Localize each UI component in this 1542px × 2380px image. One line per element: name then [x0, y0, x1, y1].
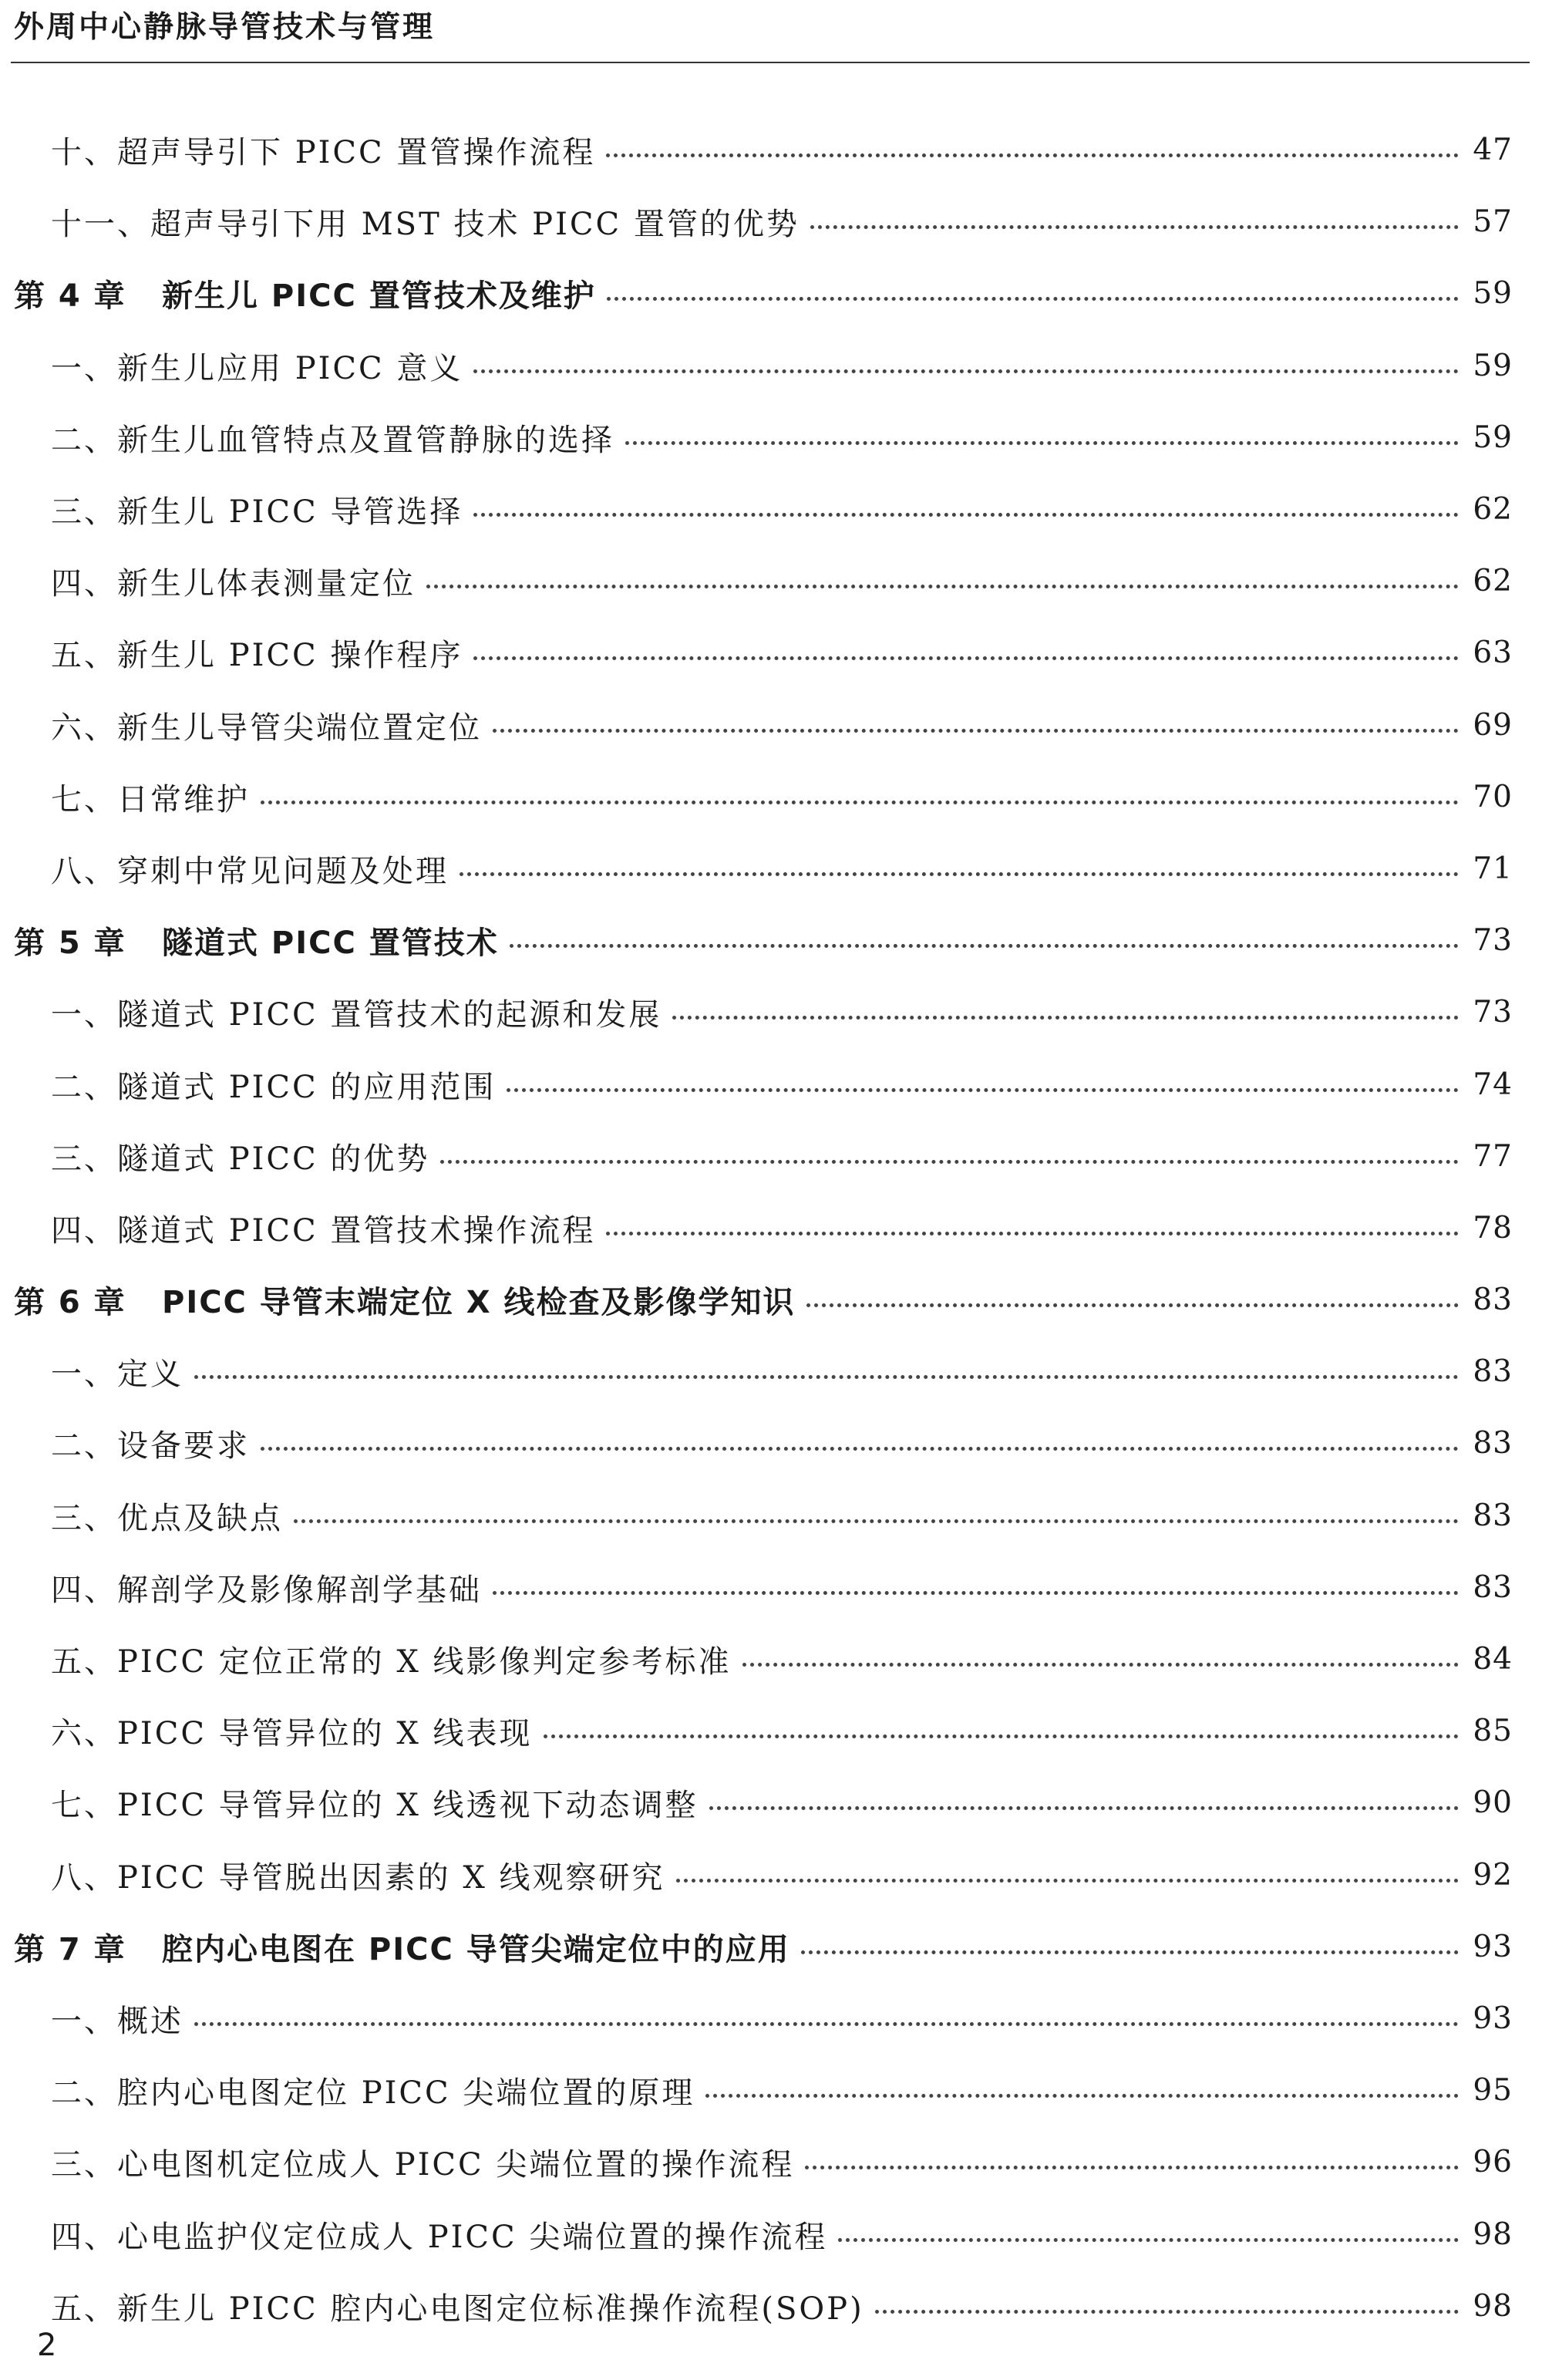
entry-title: 二、隧道式 PICC 的应用范围	[51, 1069, 497, 1105]
toc-chapter-entry[interactable]	[0, 1911, 1542, 1983]
entry-page-number: 93	[1473, 2001, 1513, 2036]
entry-title: 五、新生儿 PICC 操作程序	[51, 638, 463, 674]
chapter-title: 腔内心电图在 PICC 导管尖端定位中的应用	[162, 1931, 790, 1967]
dot-leader	[606, 153, 1459, 157]
entry-title: 二、新生儿血管特点及置管静脉的选择	[51, 422, 614, 458]
chapter-title: PICC 导管末端定位 X 线检查及影像学知识	[162, 1285, 796, 1321]
entry-page-number: 95	[1473, 2073, 1513, 2109]
entry-page-number: 69	[1473, 707, 1513, 743]
entry-page-number: 73	[1473, 923, 1513, 959]
entry-title: 四、新生儿体表测量定位	[51, 566, 416, 602]
entry-page-number: 83	[1473, 1354, 1513, 1390]
chapter-number: 第 7 章	[14, 1931, 126, 1967]
entry-page-number: 63	[1473, 635, 1513, 671]
entry-page-number: 47	[1473, 133, 1513, 168]
entry-title: 八、穿刺中常见问题及处理	[51, 853, 449, 889]
entry-title: 三、优点及缺点	[51, 1500, 283, 1536]
entry-title: 三、新生儿 PICC 导管选择	[51, 494, 463, 531]
toc-section-entry[interactable]	[0, 186, 1542, 258]
dot-leader	[473, 656, 1459, 660]
toc-section-entry[interactable]	[0, 2270, 1542, 2342]
dot-leader	[544, 1734, 1460, 1738]
toc-section-entry[interactable]	[0, 330, 1542, 402]
dot-leader	[426, 585, 1459, 588]
toc-section-entry[interactable]	[0, 2055, 1542, 2126]
dot-leader	[294, 1519, 1459, 1523]
toc-chapter-entry[interactable]	[0, 905, 1542, 976]
entry-page-number: 96	[1473, 2145, 1513, 2180]
dot-leader	[194, 2022, 1459, 2026]
dot-leader	[838, 2238, 1459, 2242]
page-number: 2	[37, 2328, 57, 2363]
dot-leader	[473, 513, 1459, 517]
toc-section-entry[interactable]	[0, 1121, 1542, 1192]
chapter-number: 第 5 章	[14, 925, 126, 962]
entry-page-number: 59	[1473, 276, 1513, 312]
dot-leader	[493, 1591, 1459, 1595]
entry-title: 八、PICC 导管脱出因素的 X 线观察研究	[51, 1859, 665, 1896]
dot-leader	[440, 1160, 1459, 1164]
entry-page-number: 85	[1473, 1714, 1513, 1749]
entry-page-number: 59	[1473, 420, 1513, 455]
entry-title: 七、PICC 导管异位的 X 线透视下动态调整	[51, 1788, 699, 1824]
entry-title: 一、新生儿应用 PICC 意义	[51, 350, 463, 386]
toc-section-entry[interactable]	[0, 1623, 1542, 1695]
toc-chapter-entry[interactable]	[0, 258, 1542, 329]
entry-page-number: 78	[1473, 1210, 1513, 1246]
dot-leader	[261, 801, 1459, 804]
toc-chapter-entry[interactable]	[0, 1264, 1542, 1336]
entry-page-number: 93	[1473, 1929, 1513, 1964]
dot-leader	[705, 2094, 1459, 2098]
entry-title: 二、腔内心电图定位 PICC 尖端位置的原理	[51, 2075, 695, 2112]
toc-section-entry[interactable]	[0, 761, 1542, 833]
toc-section-entry[interactable]	[0, 976, 1542, 1048]
dot-leader	[460, 872, 1459, 876]
dot-leader	[742, 1663, 1460, 1667]
dot-leader	[875, 2310, 1460, 2314]
running-header-title: 外周中心静脉导管技术与管理	[14, 10, 436, 45]
entry-page-number: 83	[1473, 1283, 1513, 1318]
dot-leader	[493, 729, 1459, 733]
dot-leader	[194, 1375, 1459, 1379]
chapter-title: 隧道式 PICC 置管技术	[162, 925, 499, 962]
entry-title: 三、心电图机定位成人 PICC 尖端位置的操作流程	[51, 2147, 795, 2183]
entry-page-number: 83	[1473, 1569, 1513, 1605]
dot-leader	[709, 1806, 1460, 1810]
dot-leader	[806, 1303, 1460, 1307]
header-divider	[11, 62, 1530, 63]
entry-page-number: 73	[1473, 995, 1513, 1030]
entry-page-number: 84	[1473, 1642, 1513, 1677]
toc-section-entry[interactable]	[0, 689, 1542, 761]
entry-page-number: 59	[1473, 348, 1513, 383]
chapter-title: 新生儿 PICC 置管技术及维护	[162, 278, 596, 315]
toc-section-entry[interactable]	[0, 402, 1542, 474]
toc-section-entry[interactable]	[0, 1695, 1542, 1767]
toc-section-entry[interactable]	[0, 1767, 1542, 1839]
chapter-number: 第 6 章	[14, 1285, 126, 1321]
toc-section-entry[interactable]	[0, 1839, 1542, 1911]
toc-section-entry[interactable]	[0, 545, 1542, 617]
entry-title: 十一、超声导引下用 MST 技术 PICC 置管的优势	[51, 207, 800, 243]
dot-leader	[473, 369, 1459, 373]
entry-title: 七、日常维护	[51, 781, 250, 817]
toc-section-entry[interactable]	[0, 1407, 1542, 1479]
entry-page-number: 71	[1473, 851, 1513, 886]
entry-title	[14, 919, 499, 962]
entry-title: 五、新生儿 PICC 腔内心电图定位标准操作流程(SOP)	[51, 2291, 864, 2327]
dot-leader	[676, 1879, 1460, 1883]
entry-page-number: 83	[1473, 1426, 1513, 1461]
entry-page-number: 62	[1473, 564, 1513, 599]
entry-page-number: 70	[1473, 779, 1513, 814]
entry-page-number: 74	[1473, 1067, 1513, 1102]
entry-page-number: 92	[1473, 1857, 1513, 1893]
dot-leader	[801, 1950, 1460, 1954]
entry-title: 六、新生儿导管尖端位置定位	[51, 710, 482, 746]
entry-title	[14, 1278, 796, 1322]
entry-title: 一、定义	[51, 1357, 183, 1393]
entry-page-number: 90	[1473, 1785, 1513, 1821]
toc-section-entry[interactable]	[0, 1192, 1542, 1264]
dot-leader	[810, 225, 1460, 229]
toc-section-entry[interactable]	[0, 617, 1542, 689]
dot-leader	[261, 1447, 1459, 1451]
entry-page-number: 57	[1473, 204, 1513, 240]
entry-title: 三、隧道式 PICC 的优势	[51, 1141, 430, 1177]
dot-leader	[672, 1016, 1459, 1020]
dot-leader	[606, 1232, 1459, 1236]
entry-title: 六、PICC 导管异位的 X 线表现	[51, 1716, 533, 1752]
entry-title	[14, 271, 596, 315]
dot-leader	[507, 1088, 1459, 1092]
entry-title: 四、解剖学及影像解剖学基础	[51, 1572, 482, 1608]
toc-section-entry[interactable]	[0, 2198, 1542, 2270]
chapter-number: 第 4 章	[14, 278, 126, 315]
entry-page-number: 62	[1473, 492, 1513, 528]
entry-page-number: 98	[1473, 2288, 1513, 2324]
dot-leader	[607, 297, 1460, 301]
dot-leader	[805, 2166, 1459, 2169]
toc-section-entry[interactable]	[0, 1048, 1542, 1120]
entry-title: 十、超声导引下 PICC 置管操作流程	[51, 135, 596, 171]
dot-leader	[510, 944, 1460, 948]
entry-title: 一、概述	[51, 2003, 183, 2039]
toc-section-entry[interactable]	[0, 2126, 1542, 2198]
dot-leader	[625, 441, 1459, 445]
toc-section-entry[interactable]	[0, 1552, 1542, 1623]
entry-page-number: 83	[1473, 1498, 1513, 1533]
toc-section-entry[interactable]	[0, 114, 1542, 186]
entry-title	[14, 1925, 790, 1969]
toc-section-entry[interactable]	[0, 1480, 1542, 1552]
toc-section-entry[interactable]	[0, 1983, 1542, 2055]
entry-title: 四、心电监护仪定位成人 PICC 尖端位置的操作流程	[51, 2219, 828, 2255]
table-of-contents	[0, 114, 1542, 2342]
entry-title: 二、设备要求	[51, 1428, 250, 1465]
entry-title: 四、隧道式 PICC 置管技术操作流程	[51, 1212, 596, 1249]
toc-section-entry[interactable]	[0, 474, 1542, 545]
toc-section-entry[interactable]	[0, 833, 1542, 905]
entry-page-number: 98	[1473, 2217, 1513, 2252]
toc-section-entry[interactable]	[0, 1336, 1542, 1407]
entry-title: 五、PICC 定位正常的 X 线影像判定参考标准	[51, 1644, 732, 1680]
entry-title: 一、隧道式 PICC 置管技术的起源和发展	[51, 997, 662, 1033]
entry-page-number: 77	[1473, 1138, 1513, 1174]
